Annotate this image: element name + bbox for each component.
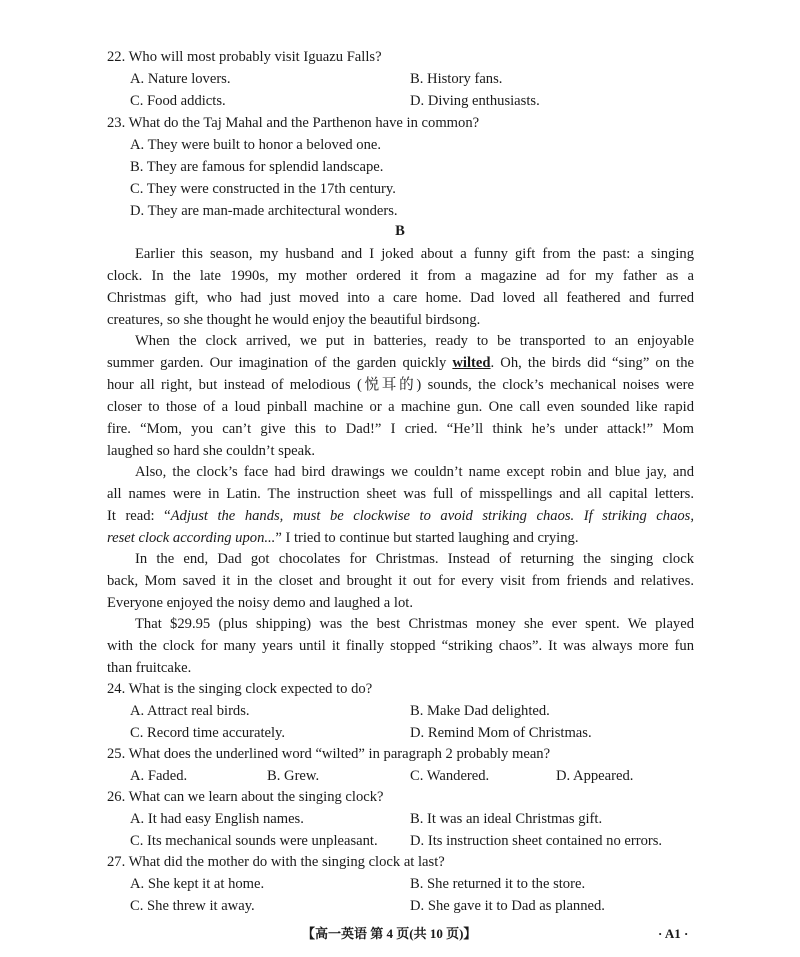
p3-quote-open: It read: “ (107, 508, 171, 524)
question-24-option-a: A. Attract real birds. (130, 703, 250, 719)
question-26-stem: 26. What can we learn about the singing clock? (107, 789, 384, 805)
question-23-option-d: D. They are man-made architectural wonders. (130, 203, 398, 219)
question-22-option-a: A. Nature lovers. (130, 71, 231, 87)
question-24-option-c: C. Record time accurately. (130, 725, 286, 741)
passage-p5-line-1: That $29.95 (plus shipping) was the best Christmas money she ever spent. We played (135, 616, 694, 632)
question-26-option-d: D. Its instruction sheet contained no errors. (410, 833, 663, 849)
question-25-option-d: D. Appeared. (556, 768, 634, 784)
passage-p5-line-2: with the clock for many years until it finally stopped “striking chaos”. It was always more fun (107, 638, 694, 654)
question-26-option-c: C. Its mechanical sounds were unpleasant. (130, 833, 378, 849)
passage-p3-line-2: all names were in Latin. The instruction sheet was full of misspellings and all capital letters. (107, 486, 694, 502)
underlined-word-wilted: wilted (452, 355, 491, 371)
question-23-option-c: C. They were constructed in the 17th century. (130, 181, 396, 197)
passage-p4-line-2: back, Mom saved it in the closet and brought it out for every visit from friends and relatives. (107, 573, 694, 589)
passage-p2-line-6: laughed so hard she couldn’t speak. (107, 443, 316, 459)
question-26-option-a: A. It had easy English names. (130, 811, 304, 827)
question-24-option-b: B. Make Dad delighted. (410, 703, 550, 719)
page-footer-label: 【高一英语 第 4 页(共 10 页)】 (302, 926, 477, 941)
passage-p3-line-1: Also, the clock’s face had bird drawings we couldn’t name except robin and blue jay, and (135, 464, 694, 480)
passage-p2-line-2 (107, 353, 694, 373)
p2-text-after: . Oh, the birds did “sing” on the (490, 355, 694, 371)
question-24-option-d: D. Remind Mom of Christmas. (410, 725, 592, 741)
p2-text-before: summer garden. Our imagination of the garden quickly (107, 355, 453, 371)
question-26-option-b: B. It was an ideal Christmas gift. (410, 811, 603, 827)
section-label: B (395, 223, 405, 239)
question-27-option-b: B. She returned it to the store. (410, 876, 586, 892)
question-27-option-c: C. She threw it away. (130, 898, 255, 914)
passage-p5-line-3: than fruitcake. (107, 660, 192, 676)
question-25-option-a: A. Faded. (130, 768, 188, 784)
question-22-option-b: B. History fans. (410, 71, 503, 87)
passage-p4-line-3: Everyone enjoyed the noisy demo and laughed a lot. (107, 595, 413, 611)
question-27-stem: 27. What did the mother do with the singing clock at last? (107, 854, 445, 870)
passage-p2-line-4: closer to those of a loud pinball machine or a machine gun. One call even sounded like rapid (107, 399, 694, 415)
p3-quote-close: ” I tried to continue but started laughing and crying. (275, 530, 579, 546)
passage-p1-line-3: Christmas gift, who had just moved into a care home. Dad loved all feathered and furred (107, 290, 694, 306)
question-23-option-a: A. They were built to honor a beloved one. (130, 137, 382, 153)
question-25-option-b: B. Grew. (267, 768, 320, 784)
page-footer-code: · A1 · (658, 926, 689, 941)
question-27-option-d: D. She gave it to Dad as planned. (410, 898, 605, 914)
question-25-stem: 25. What does the underlined word “wilted” in paragraph 2 probably mean? (107, 746, 551, 762)
question-25-option-c: C. Wandered. (410, 768, 490, 784)
passage-p4-line-1: In the end, Dad got chocolates for Christmas. Instead of returning the singing clock (135, 551, 694, 567)
question-23-stem: 23. What do the Taj Mahal and the Parthenon have in common? (107, 115, 480, 131)
instruction-quote-part-1: Adjust the hands, must be clockwise to avoid striking chaos. If striking chaos, (170, 508, 694, 524)
passage-p2-line-5: fire. “Mom, you can’t give this to Dad!” I cried. “He’ll think he’s under attack!” Mom (107, 421, 694, 437)
question-27-option-a: A. She kept it at home. (130, 876, 265, 892)
passage-p1-line-4: creatures, so she thought he would enjoy the beautiful birdsong. (107, 312, 481, 328)
passage-p1-line-2: clock. In the late 1990s, my mother ordered it from a magazine ad for my father as a (107, 268, 694, 284)
passage-p1-line-1: Earlier this season, my husband and I joked about a funny gift from the past: a singing (135, 246, 694, 262)
question-22-stem: 22. Who will most probably visit Iguazu Falls? (107, 49, 382, 65)
question-24-stem: 24. What is the singing clock expected to do? (107, 681, 373, 697)
passage-p3-line-4 (107, 528, 694, 548)
passage-p2-line-1: When the clock arrived, we put in batteries, ready to be transported to an enjoyable (135, 333, 694, 349)
question-22-option-c: C. Food addicts. (130, 93, 226, 109)
question-23-option-b: B. They are famous for splendid landscape. (130, 159, 384, 175)
passage-p2-line-3: hour all right, but instead of melodious (悦耳的) sounds, the clock’s mechanical noises were (107, 377, 694, 393)
passage-p3-line-3 (107, 506, 694, 526)
instruction-quote-part-2: reset clock according upon... (107, 530, 276, 546)
question-22-option-d: D. Diving enthusiasts. (410, 93, 540, 109)
